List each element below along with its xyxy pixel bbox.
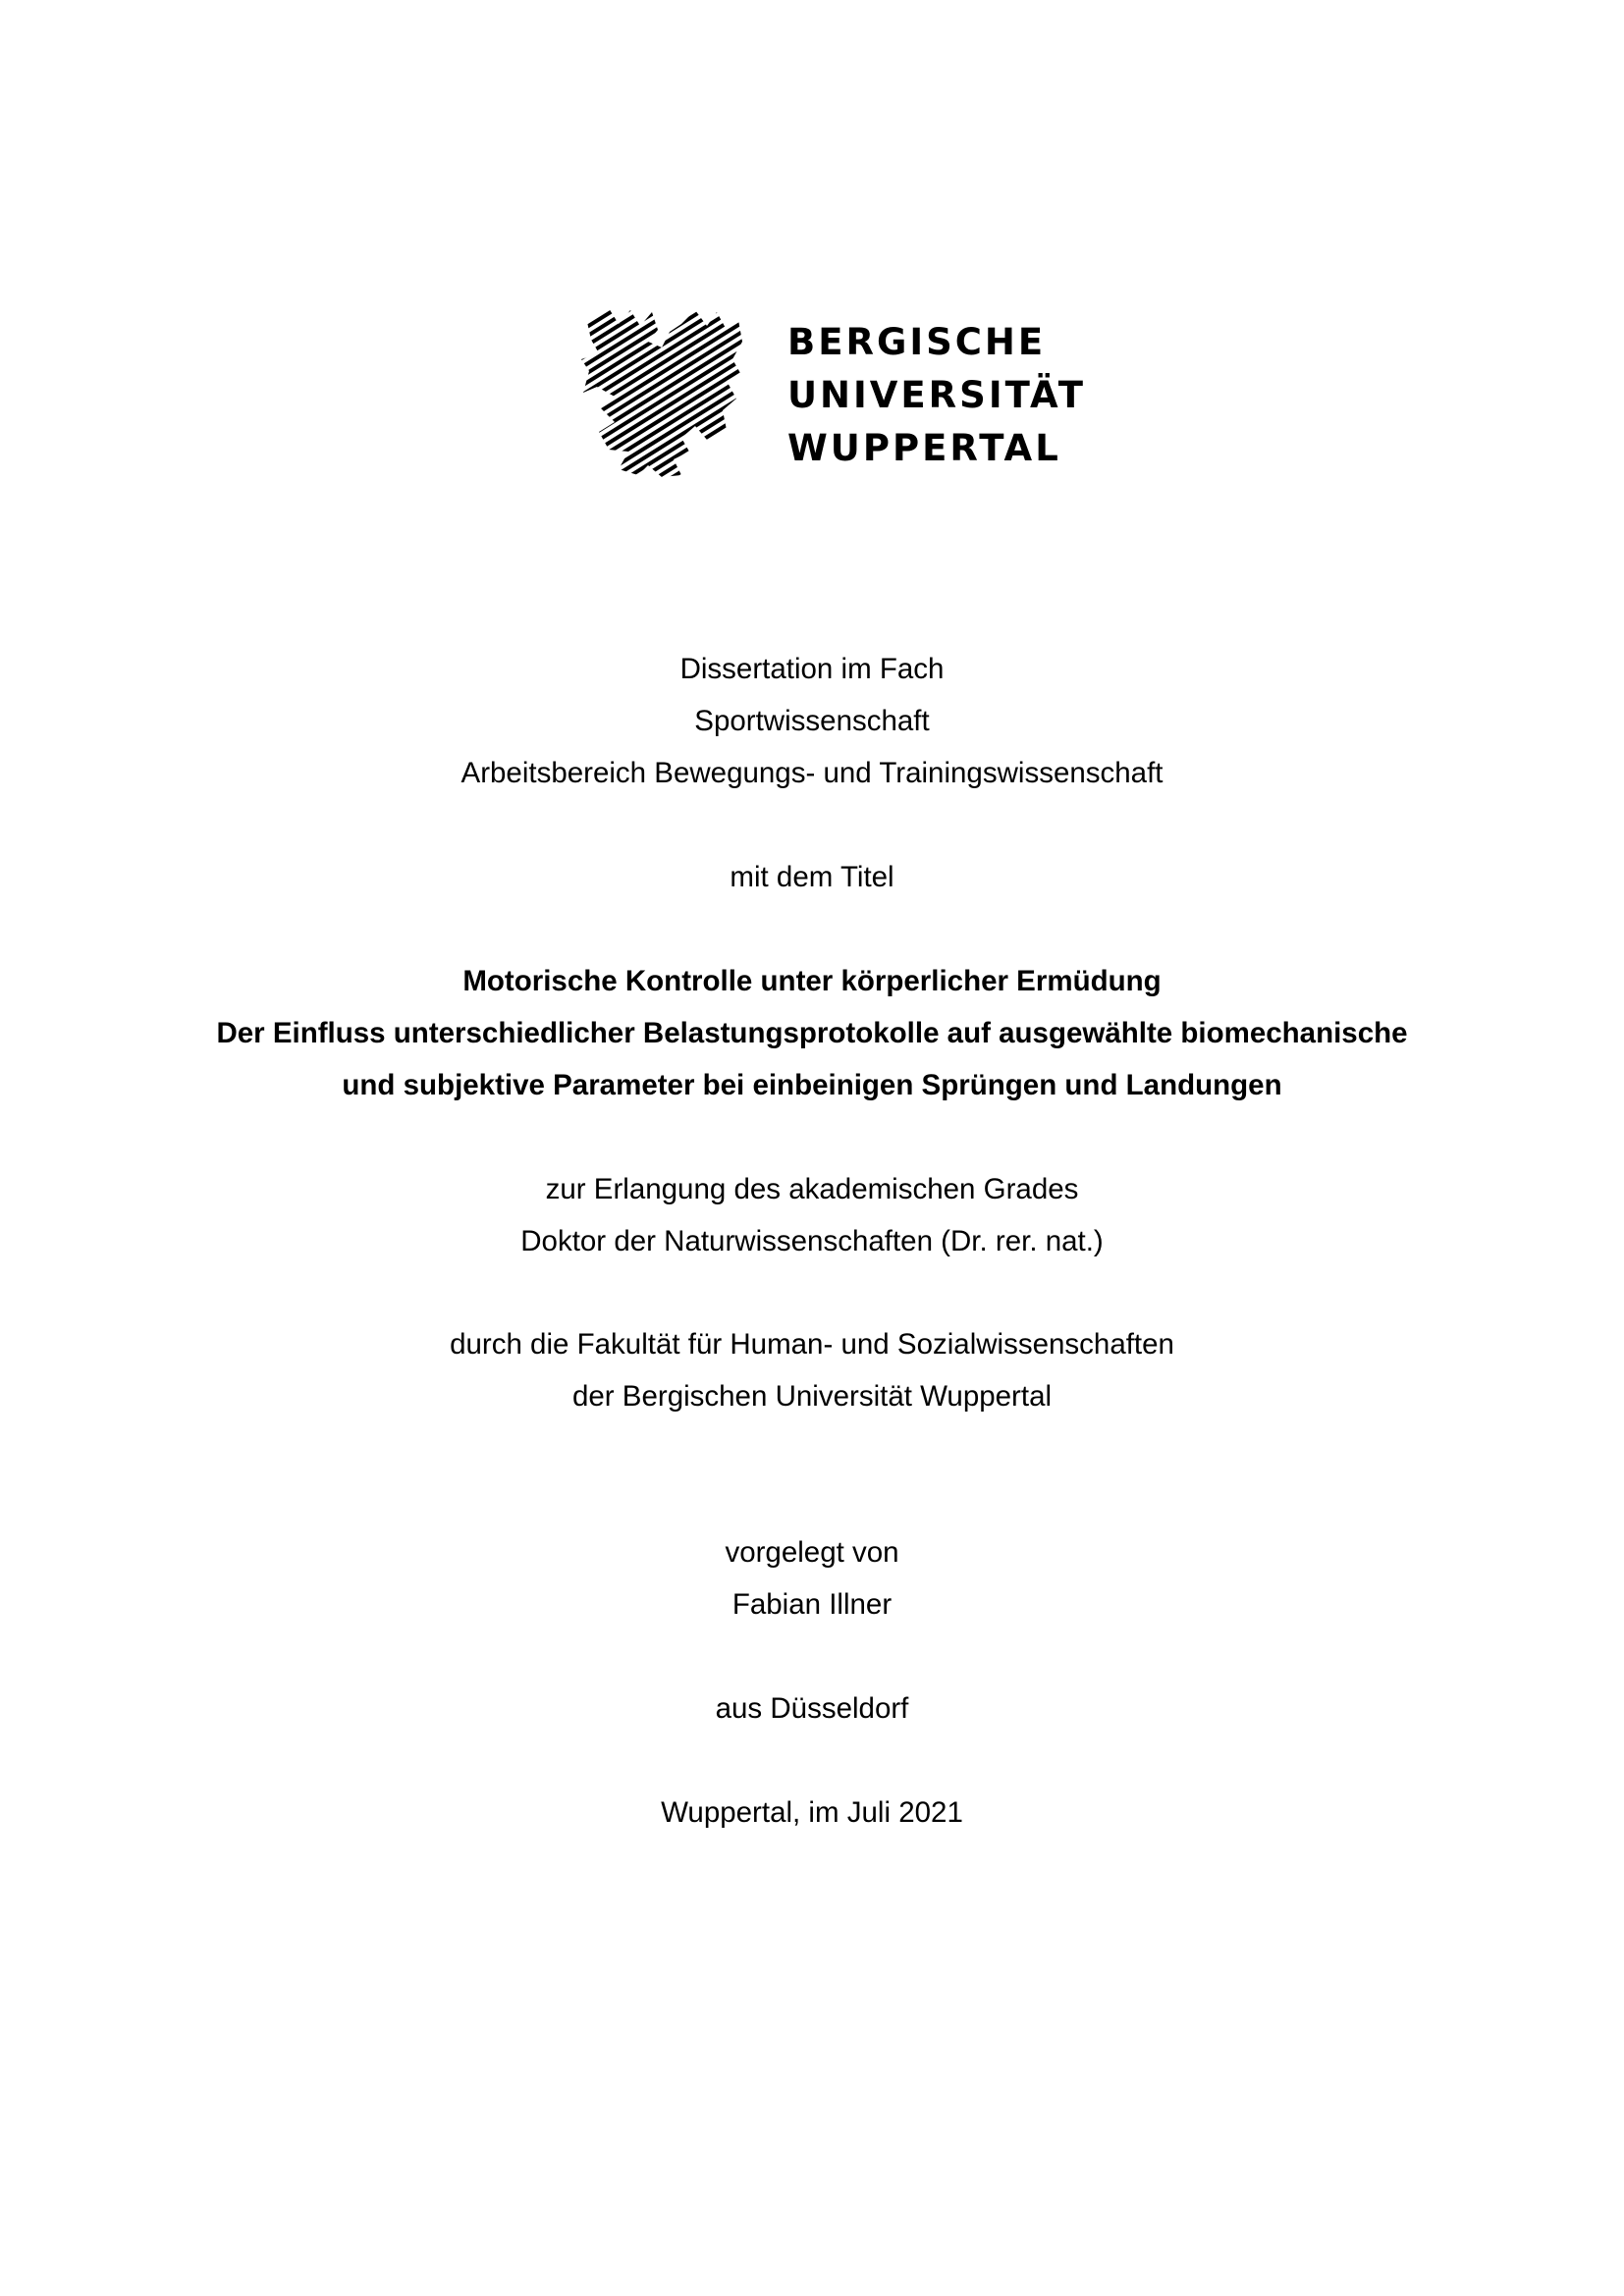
dissertation-subject: Sportwissenschaft — [694, 705, 930, 737]
title-line-1: Motorische Kontrolle unter körperlicher Ermüdung — [462, 965, 1162, 997]
place-date: Wuppertal, im Juli 2021 — [661, 1796, 963, 1829]
author-origin: aus Düsseldorf — [715, 1692, 909, 1725]
title-line-2: Der Einfluss unterschiedlicher Belastungsprotokolle auf ausgewählte biomechanische — [216, 1017, 1408, 1049]
submitted-label: vorgelegt von — [725, 1536, 899, 1569]
title-intro: mit dem Titel — [730, 861, 894, 893]
logo-wordmark — [787, 316, 1086, 475]
logo-line-1: BERGISCHE — [787, 321, 1047, 363]
faculty-line-2: der Bergischen Universität Wuppertal — [571, 1380, 1053, 1413]
dissertation-line-1: Dissertation im Fach — [679, 653, 945, 685]
dissertation-department: Arbeitsbereich Bewegungs- und Trainingswissenschaft — [460, 757, 1164, 789]
title-line-3: und subjektive Parameter bei einbeinigen Sprüngen und Landungen — [342, 1069, 1282, 1101]
wuppertal-lion-icon — [579, 302, 746, 479]
logo-line-2: UNIVERSITÄT — [787, 374, 1086, 416]
logo-line-3: WUPPERTAL — [787, 427, 1061, 469]
author-name: Fabian Illner — [731, 1588, 893, 1621]
degree-line-2: Doktor der Naturwissenschaften (Dr. rer. nat.) — [520, 1225, 1104, 1257]
university-logo — [579, 302, 1086, 479]
faculty-line-1: durch die Fakultät für Human- und Sozialwissenschaften — [450, 1328, 1174, 1361]
degree-line-1: zur Erlangung des akademischen Grades — [545, 1173, 1079, 1205]
